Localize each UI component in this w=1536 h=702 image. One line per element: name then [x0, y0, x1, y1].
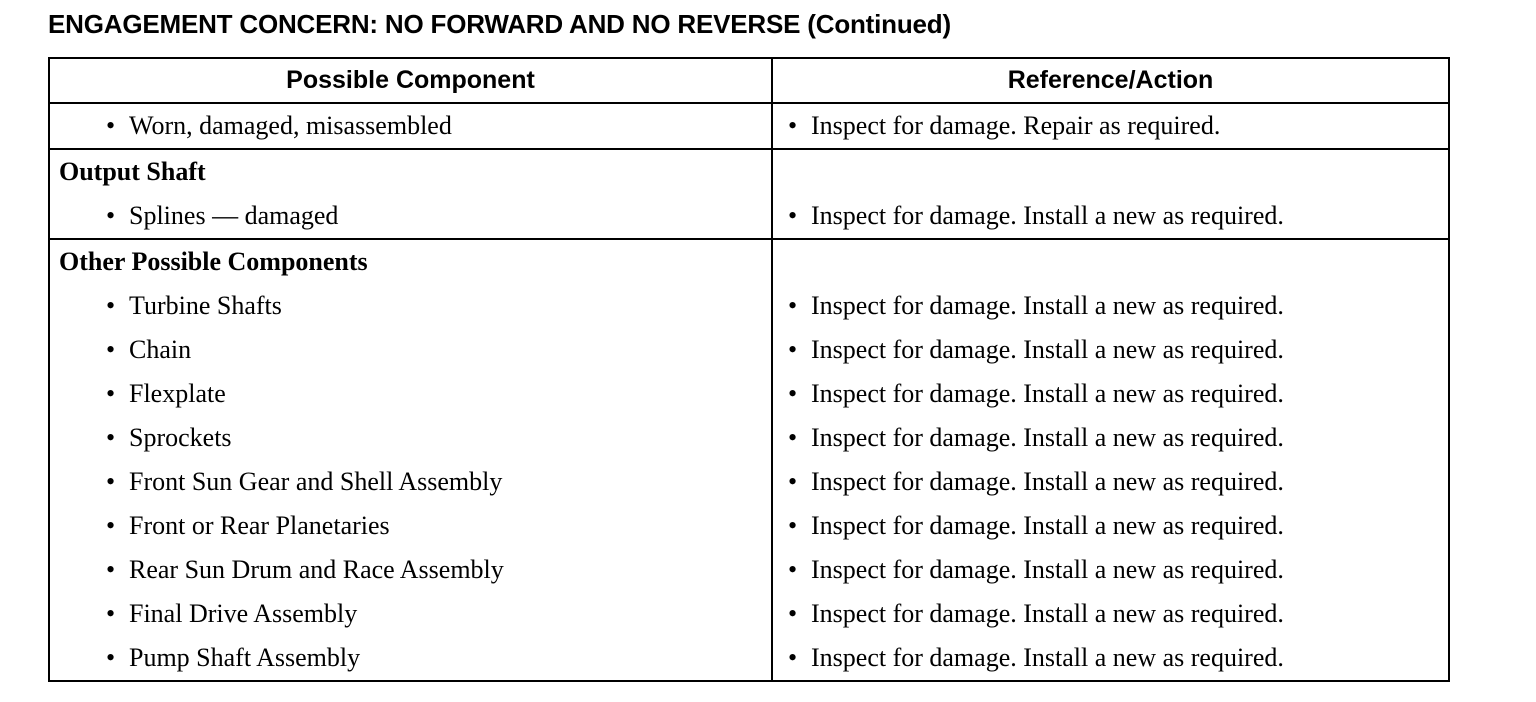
column-header-component: Possible Component: [49, 58, 772, 103]
bullet-icon: •: [106, 599, 116, 628]
table-header-row: [49, 58, 1449, 103]
bullet-icon: •: [788, 379, 798, 408]
table-row: [49, 504, 1449, 548]
action-cell: [772, 103, 1449, 149]
action-cell: [772, 194, 1449, 239]
component-cell: [49, 194, 772, 239]
empty-action-cell: [772, 239, 1449, 284]
bullet-icon: •: [106, 423, 116, 452]
component-label: Sprockets: [129, 423, 232, 452]
action-label: Inspect for damage. Install a new as required.: [811, 291, 1284, 320]
action-label: Inspect for damage. Repair as required.: [811, 111, 1221, 140]
bullet-icon: •: [788, 643, 798, 672]
section-heading-row: [49, 149, 1449, 194]
action-cell: [772, 548, 1449, 592]
bullet-icon: •: [106, 511, 116, 540]
table-row: [49, 103, 1449, 149]
table-row: [49, 284, 1449, 328]
bullet-icon: •: [106, 111, 116, 140]
bullet-icon: •: [106, 555, 116, 584]
bullet-icon: •: [788, 555, 798, 584]
table-row: [49, 416, 1449, 460]
section-heading-output-shaft: Output Shaft: [49, 149, 772, 194]
bullet-icon: •: [106, 335, 116, 364]
component-cell: [49, 103, 772, 149]
empty-action-cell: [772, 149, 1449, 194]
action-label: Inspect for damage. Install a new as required.: [811, 555, 1284, 584]
component-label: Pump Shaft Assembly: [129, 643, 361, 672]
action-cell: [772, 328, 1449, 372]
table-row: [49, 548, 1449, 592]
component-label: Turbine Shafts: [129, 291, 282, 320]
action-cell: [772, 592, 1449, 636]
table-row: [49, 194, 1449, 239]
component-label: Front or Rear Planetaries: [129, 511, 390, 540]
component-cell: [49, 284, 772, 328]
action-cell: [772, 636, 1449, 681]
table-row: [49, 460, 1449, 504]
component-label: Chain: [129, 335, 192, 364]
action-cell: [772, 416, 1449, 460]
bullet-icon: •: [788, 467, 798, 496]
component-cell: [49, 636, 772, 681]
bullet-icon: •: [106, 201, 116, 230]
component-label: Flexplate: [129, 379, 226, 408]
component-cell: [49, 504, 772, 548]
action-label: Inspect for damage. Install a new as required.: [811, 511, 1284, 540]
table-row: [49, 372, 1449, 416]
bullet-icon: •: [106, 643, 116, 672]
component-cell: [49, 416, 772, 460]
page-title: ENGAGEMENT CONCERN: NO FORWARD AND NO REVERSE (Continued): [48, 9, 951, 39]
bullet-icon: •: [788, 335, 798, 364]
action-label: Inspect for damage. Install a new as required.: [811, 201, 1284, 230]
table-row: [49, 328, 1449, 372]
bullet-icon: •: [788, 511, 798, 540]
component-cell: [49, 592, 772, 636]
action-cell: [772, 460, 1449, 504]
action-cell: [772, 504, 1449, 548]
action-label: Inspect for damage. Install a new as required.: [811, 643, 1284, 672]
component-label: Rear Sun Drum and Race Assembly: [129, 555, 504, 584]
section-heading-row: [49, 239, 1449, 284]
bullet-icon: •: [106, 379, 116, 408]
bullet-icon: •: [788, 599, 798, 628]
component-label: Final Drive Assembly: [129, 599, 358, 628]
bullet-icon: •: [106, 467, 116, 496]
column-header-action: Reference/Action: [772, 58, 1449, 103]
bullet-icon: •: [788, 423, 798, 452]
action-cell: [772, 372, 1449, 416]
action-label: Inspect for damage. Install a new as required.: [811, 467, 1284, 496]
bullet-icon: •: [788, 201, 798, 230]
component-label: Front Sun Gear and Shell Assembly: [129, 467, 503, 496]
section-heading-other-components: Other Possible Components: [49, 239, 772, 284]
component-cell: [49, 328, 772, 372]
component-cell: [49, 460, 772, 504]
action-label: Inspect for damage. Install a new as required.: [811, 599, 1284, 628]
action-label: Inspect for damage. Install a new as required.: [811, 335, 1284, 364]
table-row: [49, 636, 1449, 681]
bullet-icon: •: [788, 291, 798, 320]
component-cell: [49, 372, 772, 416]
component-label: Splines — damaged: [129, 201, 339, 230]
bullet-icon: •: [106, 291, 116, 320]
action-label: Inspect for damage. Install a new as required.: [811, 423, 1284, 452]
table-row: [49, 592, 1449, 636]
component-cell: [49, 548, 772, 592]
action-label: Inspect for damage. Install a new as required.: [811, 379, 1284, 408]
action-cell: [772, 284, 1449, 328]
bullet-icon: •: [788, 111, 798, 140]
diagnosis-table: [48, 57, 1450, 682]
component-label: Worn, damaged, misassembled: [129, 111, 452, 140]
